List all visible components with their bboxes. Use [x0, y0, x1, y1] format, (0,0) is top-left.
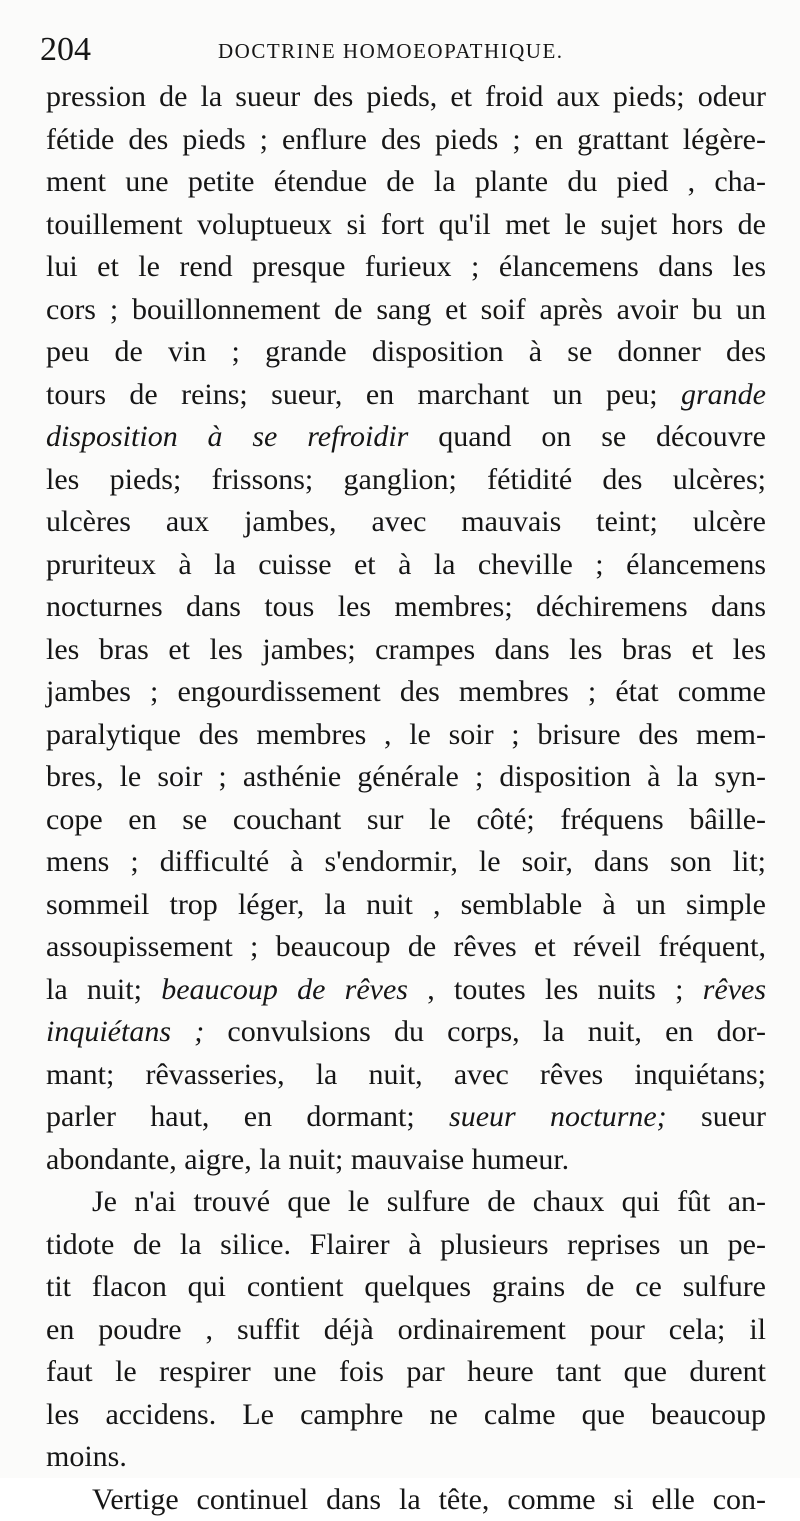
text-segment: la nuit; — [46, 973, 161, 1006]
text-segment: les bras et les jambes; crampes dans les bras et les — [46, 633, 766, 666]
text-line — [46, 1139, 766, 1182]
text-segment: , toutes les nuits ; — [408, 973, 703, 1006]
text-line — [46, 1309, 766, 1352]
text-segment: moins. — [46, 1440, 127, 1473]
text-line — [46, 1224, 766, 1267]
running-head — [40, 30, 780, 70]
body-text — [46, 76, 766, 1521]
text-line — [46, 1479, 766, 1521]
italic-text: sueur nocturne; — [449, 1100, 667, 1133]
text-line — [46, 1351, 766, 1394]
text-line — [46, 119, 766, 162]
text-line — [46, 1181, 766, 1224]
text-line — [46, 671, 766, 714]
text-line — [46, 459, 766, 502]
text-line — [46, 586, 766, 629]
text-segment: abondante, aigre, la nuit; mauvaise humeur. — [46, 1143, 569, 1176]
italic-text: rêves — [703, 973, 766, 1006]
text-line — [46, 756, 766, 799]
italic-text: beaucoup de rêves — [161, 973, 408, 1006]
text-line — [46, 416, 766, 459]
text-line — [46, 289, 766, 332]
text-segment: cope en se couchant sur le côté; fréquens bâille- — [46, 803, 766, 836]
text-line — [46, 1096, 766, 1139]
text-segment: fétide des pieds ; enflure des pieds ; en grattant légère- — [46, 123, 766, 156]
text-segment: Je n'ai trouvé que le sulfure de chaux qui fût an- — [92, 1185, 766, 1218]
text-segment: tours de reins; sueur, en marchant un peu; — [46, 378, 681, 411]
text-line — [46, 1436, 766, 1479]
running-title: DOCTRINE HOMOEOPATHIQUE. — [218, 38, 564, 64]
text-line — [46, 161, 766, 204]
text-line — [46, 841, 766, 884]
text-line — [46, 331, 766, 374]
text-segment: ment une petite étendue de la plante du pied , cha- — [46, 165, 766, 198]
text-segment: mant; rêvasseries, la nuit, avec rêves inquiétans; — [46, 1058, 766, 1091]
italic-text: grande — [681, 378, 766, 411]
text-segment: tit flacon qui contient quelques grains de ce sulfure — [46, 1270, 766, 1303]
text-segment: les accidens. Le camphre ne calme que beaucoup — [46, 1398, 766, 1431]
text-line — [46, 1266, 766, 1309]
text-line — [46, 544, 766, 587]
text-segment: nocturnes dans tous les membres; déchiremens dans — [46, 590, 766, 623]
text-line — [46, 1394, 766, 1437]
text-line — [46, 246, 766, 289]
text-segment: cors ; bouillonnement de sang et soif après avoir bu un — [46, 293, 766, 326]
text-segment: peu de vin ; grande disposition à se donner des — [46, 335, 766, 368]
text-segment: paralytique des membres , le soir ; brisure des mem- — [46, 718, 766, 751]
text-segment: lui et le rend presque furieux ; élancemens dans les — [46, 250, 766, 283]
text-line — [46, 799, 766, 842]
text-segment: mens ; difficulté à s'endormir, le soir, dans son lit; — [46, 845, 766, 878]
text-segment: Vertige continuel dans la tête, comme si elle con- — [92, 1483, 766, 1516]
text-line — [46, 714, 766, 757]
text-segment: pruriteux à la cuisse et à la cheville ; élancemens — [46, 548, 766, 581]
text-line — [46, 884, 766, 927]
text-segment: faut le respirer une fois par heure tant que durent — [46, 1355, 766, 1388]
text-segment: assoupissement ; beaucoup de rêves et réveil fréquent, — [46, 930, 766, 963]
text-segment: ulcères aux jambes, avec mauvais teint; ulcère — [46, 505, 766, 538]
text-segment: bres, le soir ; asthénie générale ; disposition à la syn- — [46, 760, 766, 793]
text-segment: pression de la sueur des pieds, et froid aux pieds; odeur — [46, 80, 766, 113]
text-line — [46, 629, 766, 672]
text-segment: tidote de la silice. Flairer à plusieurs reprises un pe- — [46, 1228, 766, 1261]
text-line — [46, 204, 766, 247]
text-line — [46, 969, 766, 1012]
italic-text: inquiétans ; — [46, 1015, 204, 1048]
text-segment: parler haut, en dormant; — [46, 1100, 449, 1133]
text-segment: sommeil trop léger, la nuit , semblable à un simple — [46, 888, 766, 921]
text-line — [46, 374, 766, 417]
text-line — [46, 926, 766, 969]
text-segment: quand on se découvre — [408, 420, 766, 453]
text-segment: convulsions du corps, la nuit, en dor- — [204, 1015, 766, 1048]
text-segment: jambes ; engourdissement des membres ; état comme — [46, 675, 766, 708]
page-number: 204 — [40, 30, 91, 70]
text-line — [46, 76, 766, 119]
text-segment: en poudre , suffit déjà ordinairement pour cela; il — [46, 1313, 766, 1346]
text-line — [46, 1054, 766, 1097]
italic-text: disposition à se refroidir — [46, 420, 408, 453]
text-segment: les pieds; frissons; ganglion; fétidité des ulcères; — [46, 463, 766, 496]
text-segment: touillement voluptueux si fort qu'il met le sujet hors de — [46, 208, 766, 241]
text-segment: sueur — [667, 1100, 766, 1133]
text-line — [46, 501, 766, 544]
text-line — [46, 1011, 766, 1054]
